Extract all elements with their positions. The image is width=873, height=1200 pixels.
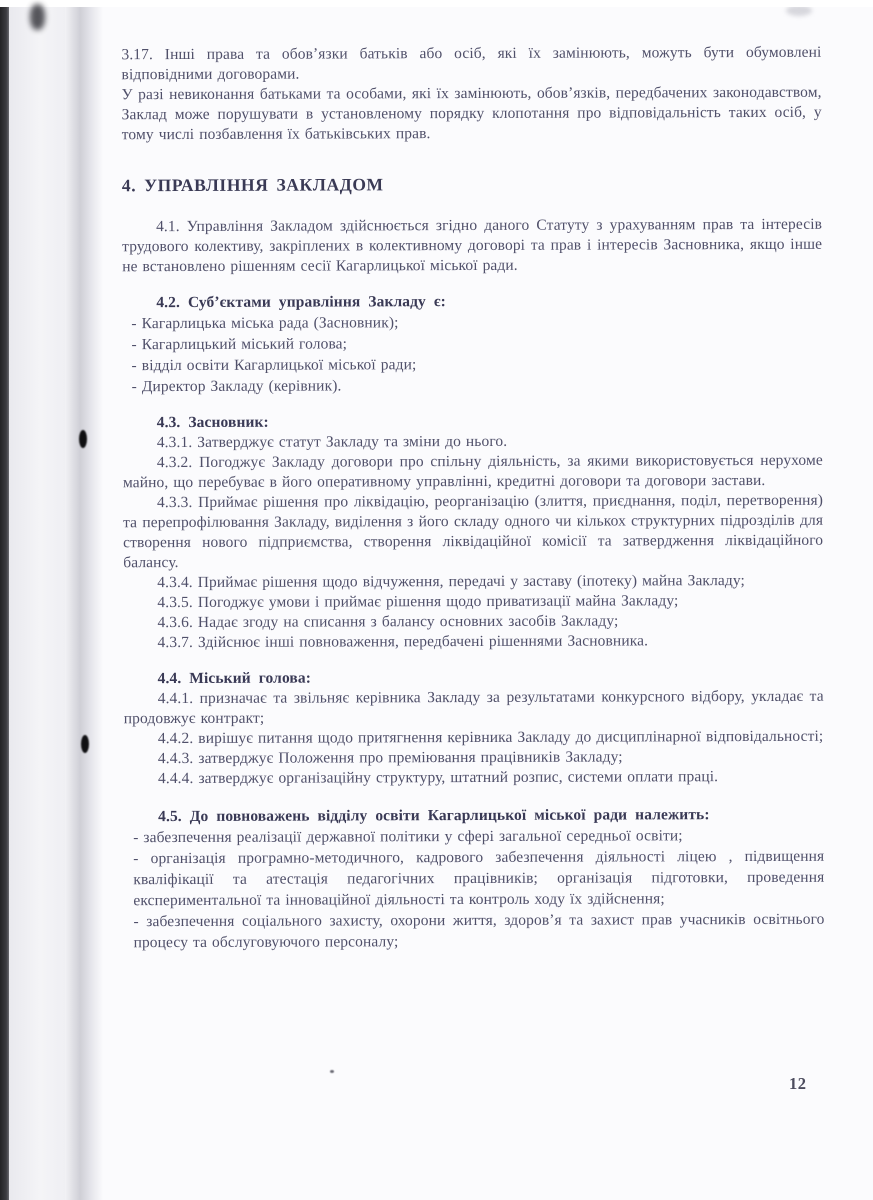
list-item-founder-council: - Кагарлицька міська рада (Засновник); — [131, 314, 399, 333]
paragraph-3-17-continued: У разі невиконання батьками та особами, які їх замінюють, обов’язків, передбачених законодавством, Заклад може порушувати в установленому порядку клопотання про відповідальність таких осіб, у тому числі позбавлення їх батьківських прав. — [121, 83, 822, 144]
paragraph-4-4-2: 4.4.2. вирішує питання щодо притягнення керівника Закладу до дисциплінарної відповідальності; — [157, 727, 824, 748]
paragraph-3-17: 3.17. Інші права та обов’язки батьків або осіб, які їх замінюють, можуть бути обумовлені відповідними договорами. — [121, 43, 822, 84]
paragraph-4-3-2: 4.3.2. Погоджує Закладу договори про спільну діяльність, за якими використовується нерухоме майно, що перебуває в його оперативному управлінні, кредитні договори та договори застави. — [122, 451, 823, 492]
scan-ink-smudge — [30, 4, 45, 30]
paragraph-4-3-3: 4.3.3. Приймає рішення про ліквідацію, реорганізацію (злиття, приєднання, поділ, перетворення) та перепрофілювання Закладу, виділення з його складу одного чи кількох структурних підрозділів для створення нового підприємства, створення ліквідаційної комісії та затвердження ліквідаційного балансу. — [123, 491, 824, 572]
paragraph-4-1: 4.1. Управління Закладом здійснюється згідно даного Статуту з урахуванням прав та інтересів трудового колективу, закріплених в колективному договорі та прав і інтересів Засновника, якщо інше не встановлено рішенням сесії Кагарлицької міської ради. — [122, 215, 823, 276]
binding-mark-upper — [79, 430, 87, 448]
section-4-heading: 4. УПРАВЛІННЯ ЗАКЛАДОМ — [121, 174, 384, 196]
binding-mark-lower — [81, 735, 89, 753]
paragraph-4-4-1: 4.4.1. призначає та звільняє керівника Закладу за результатами конкурсного відбору, укладає та продовжує контракт; — [123, 687, 824, 728]
paragraph-4-3-1: 4.3.1. Затверджує статут Закладу та зміни до нього. — [156, 432, 508, 452]
list-item-program-methodical: - організація програмно-методичного, кадрового забезпечення діяльності ліцею , підвищення кваліфікації та атестація педагогічних працівників; організація підготовки, проведення експериментальної та інноваційної діяльності та контроль ходу їх здійснення; — [133, 847, 825, 910]
scan-top-white-strip — [0, 0, 873, 7]
document-content — [121, 43, 824, 953]
paragraph-4-4-4: 4.4.4. затверджує організаційну структуру, штатний розпис, системи оплати праці. — [157, 768, 719, 788]
page-number: 12 — [789, 1074, 807, 1093]
subheading-4-4: 4.4. Міський голова: — [157, 669, 312, 688]
subheading-4-3: 4.3. Засновник: — [156, 413, 269, 432]
paragraph-4-3-6: 4.3.6. Надає згоду на списання з балансу основних засобів Закладу; — [157, 612, 619, 632]
subheading-4-2: 4.2. Суб’єктами управління Закладу є: — [156, 293, 446, 312]
list-item-education-department: - відділ освіти Кагарлицької міської ради; — [131, 356, 417, 375]
list-item-social-protection: - забезпечення соціального захисту, охорони життя, здоров’я та захист прав учасників освітнього процесу та обслуговуючого персоналу; — [133, 910, 825, 952]
list-item-director: - Директор Закладу (керівник). — [131, 377, 342, 396]
list-item-city-mayor: - Кагарлицький міський голова; — [131, 335, 348, 354]
scan-page-edge-band — [9, 5, 65, 1200]
paragraph-4-3-4: 4.3.4. Приймає рішення щодо відчуження, передачі у заставу (іпотеку) майна Закладу; — [157, 572, 745, 592]
paragraph-4-4-3: 4.4.3. затверджує Положення про преміювання працівників Закладу; — [157, 748, 623, 768]
subheading-4-5: 4.5. До повноважень відділу освіти Кагарлицької міської ради належить: — [158, 806, 710, 826]
scan-fold-shadow — [65, 5, 103, 1200]
scan-left-binding-edge — [0, 5, 9, 1200]
paragraph-4-3-5: 4.3.5. Погоджує умови і приймає рішення щодо приватизації майна Закладу; — [157, 592, 679, 612]
paragraph-4-3-7: 4.3.7. Здійснює інші повноваження, передбачені рішеннями Засновника. — [157, 632, 649, 652]
stray-ink-dot — [330, 1070, 334, 1073]
list-item-state-policy: - забезпечення реалізації державної політики у сфері загальної середньої освіти; — [133, 827, 683, 847]
